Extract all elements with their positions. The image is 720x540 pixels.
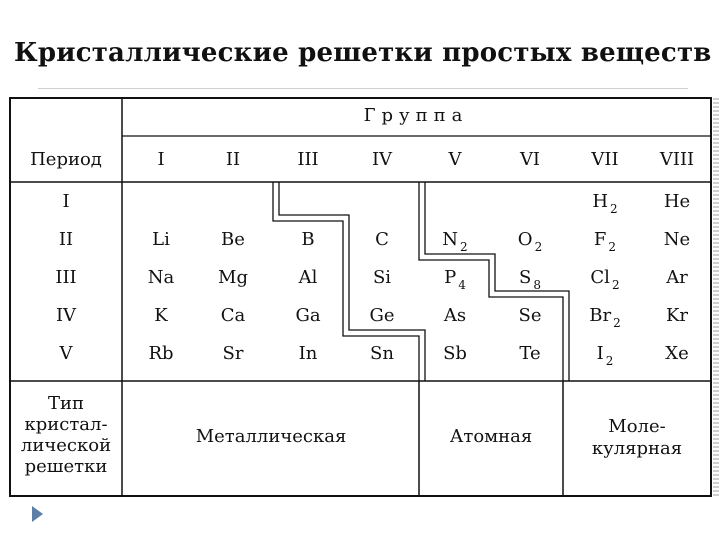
group-number: IV — [371, 149, 393, 170]
element-symbol: Ga — [295, 305, 321, 326]
element-symbol: Te — [519, 343, 541, 364]
element-symbol: I $_2$ — [596, 343, 614, 368]
period-number: IV — [55, 305, 77, 326]
element-symbol: Al — [298, 267, 318, 288]
element-symbol: Rb — [148, 343, 174, 364]
group-header: Группа — [363, 105, 469, 126]
lattice-metallic: Металлическая — [195, 426, 347, 447]
group-number: I — [157, 149, 165, 170]
element-symbol: Ne — [663, 229, 691, 250]
element-symbol: Ge — [369, 305, 395, 326]
element-symbol: N $_2$ — [442, 229, 468, 254]
group-number: II — [225, 149, 241, 170]
table-body — [55, 191, 690, 368]
molecular-border — [419, 182, 563, 381]
group-number: V — [448, 149, 462, 170]
lattice-molecular — [592, 416, 682, 459]
element-symbol: Sn — [370, 343, 394, 364]
element-symbol: Kr — [665, 305, 689, 326]
element-symbol: Ca — [220, 305, 246, 326]
element-symbol: He — [663, 191, 691, 212]
period-number: III — [55, 267, 77, 288]
element-symbol: Sb — [443, 343, 467, 364]
element-symbol: Xe — [665, 343, 689, 364]
page-title: Кристаллические решетки простых веществ — [14, 38, 712, 68]
element-symbol: H $_2$ — [592, 191, 618, 216]
period-number: V — [59, 343, 73, 364]
element-symbol: K — [154, 305, 168, 326]
lattice-atomic: Атомная — [449, 426, 533, 447]
group-numbers — [157, 149, 694, 170]
slide-bullet-icon — [32, 506, 43, 522]
element-symbol: Na — [147, 267, 175, 288]
lattice-molecular-line: Моле- — [608, 416, 666, 437]
lattice-label-line: Тип — [48, 393, 84, 414]
lattice-label-line: решетки — [24, 456, 108, 477]
element-symbol: Li — [152, 229, 170, 250]
lattice-label-line: лической — [20, 435, 112, 456]
element-symbol: Se — [518, 305, 542, 326]
element-symbol: Ar — [666, 267, 688, 288]
metal-border — [273, 182, 419, 381]
period-number: I — [62, 191, 70, 212]
period-number: II — [58, 229, 74, 250]
group-number: VII — [591, 149, 619, 170]
element-symbol: F $_2$ — [593, 229, 617, 254]
element-symbol: S $_8$ — [519, 267, 541, 292]
element-symbol: Be — [221, 229, 245, 250]
group-number: VIII — [659, 149, 695, 170]
element-symbol: Mg — [218, 267, 248, 288]
element-symbol: In — [298, 343, 318, 364]
element-symbol: B — [301, 229, 315, 250]
element-symbol: Cl $_2$ — [590, 267, 620, 292]
element-symbol: As — [443, 305, 467, 326]
lattice-molecular-line: кулярная — [591, 438, 683, 459]
element-symbol: P $_4$ — [444, 267, 466, 292]
lattice-label-line: кристал- — [24, 414, 108, 435]
element-symbol: Si — [372, 267, 392, 288]
element-symbol: C — [375, 229, 389, 250]
lattice-type-label — [21, 393, 111, 477]
period-header: Период — [30, 149, 102, 170]
element-symbol: O $_2$ — [517, 229, 543, 254]
group-number: VI — [519, 149, 541, 170]
element-symbol: Br $_2$ — [589, 305, 621, 330]
element-symbol: Sr — [222, 343, 244, 364]
group-number: III — [297, 149, 319, 170]
